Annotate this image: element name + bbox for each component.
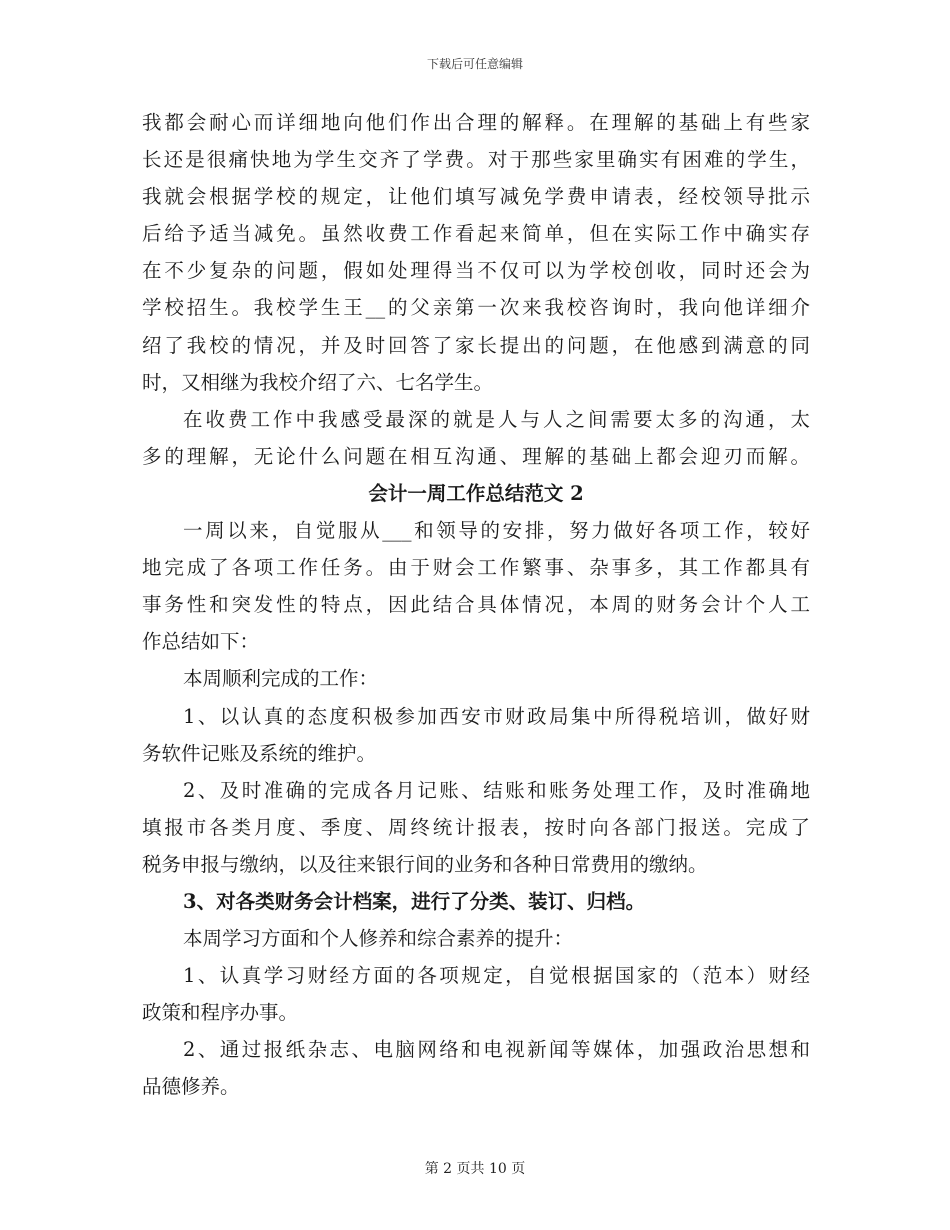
bold-list-item: 3、对各类财务会计档案，进行了分类、装订、归档。 bbox=[183, 889, 646, 913]
paragraph-line: 品德修养。 bbox=[142, 1075, 240, 1099]
paragraph-line: 1、认真学习财经方面的各项规定，自觉根据国家的（范本）财经 bbox=[183, 964, 810, 988]
paragraph-line: 本周顺利完成的工作： bbox=[183, 667, 379, 691]
paragraph-line: 政策和程序办事。 bbox=[142, 1001, 299, 1025]
document-body bbox=[142, 104, 810, 1106]
paragraph-line: 多的理解，无论什么问题在相互沟通、理解的基础上都会迎刃而解。 bbox=[142, 444, 810, 468]
paragraph-line: 税务申报与缴纳，以及往来银行间的业务和各种日常费用的缴纳。 bbox=[142, 852, 708, 876]
paragraph-line: 一周以来，自觉服从___和领导的安排，努力做好各项工作，较好 bbox=[183, 519, 810, 543]
paragraph-line: 作总结如下： bbox=[142, 630, 260, 654]
page-header: 下载后可任意编辑 bbox=[426, 57, 523, 71]
paragraph-line: 务软件记账及系统的维护。 bbox=[142, 741, 377, 765]
page-footer: 第 2 页共 10 页 bbox=[424, 1161, 526, 1177]
paragraph-line: 事务性和突发性的特点，因此结合具体情况，本周的财务会计个人工 bbox=[142, 593, 810, 617]
paragraph-line: 本周学习方面和个人修养和综合素养的提升： bbox=[183, 927, 574, 951]
paragraph-line: 时，又相继为我校介绍了六、七名学生。 bbox=[142, 370, 494, 394]
section-title: 会计一周工作总结范文 2 bbox=[368, 481, 584, 505]
paragraph-line: 填报市各类月度、季度、周终统计报表，按时向各部门报送。完成了 bbox=[142, 815, 810, 839]
paragraph-line: 2、及时准确的完成各月记账、结账和账务处理工作，及时准确地 bbox=[183, 778, 810, 802]
paragraph-line: 长还是很痛快地为学生交齐了学费。对于那些家里确实有困难的学生， bbox=[142, 148, 810, 172]
paragraph-line: 学校招生。我校学生王__的父亲第一次来我校咨询时，我向他详细介 bbox=[142, 296, 810, 320]
paragraph-line: 我都会耐心而详细地向他们作出合理的解释。在理解的基础上有些家 bbox=[142, 111, 810, 134]
paragraph-line: 1、以认真的态度积极参加西安市财政局集中所得税培训，做好财 bbox=[183, 704, 810, 728]
paragraph-line: 在不少复杂的问题，假如处理得当不仅可以为学校创收，同时还会为 bbox=[142, 259, 810, 283]
paragraph-line: 2、通过报纸杂志、电脑网络和电视新闻等媒体，加强政治思想和 bbox=[183, 1038, 810, 1062]
paragraph-line: 绍了我校的情况，并及时回答了家长提出的问题，在他感到满意的同 bbox=[142, 333, 810, 357]
paragraph-line: 我就会根据学校的规定，让他们填写减免学费申请表，经校领导批示 bbox=[142, 185, 810, 209]
paragraph-line: 后给予适当减免。虽然收费工作看起来简单，但在实际工作中确实存 bbox=[142, 222, 810, 246]
paragraph-line: 在收费工作中我感受最深的就是人与人之间需要太多的沟通，太 bbox=[183, 407, 810, 431]
paragraph-line: 地完成了各项工作任务。由于财会工作繁事、杂事多，其工作都具有 bbox=[142, 556, 810, 580]
